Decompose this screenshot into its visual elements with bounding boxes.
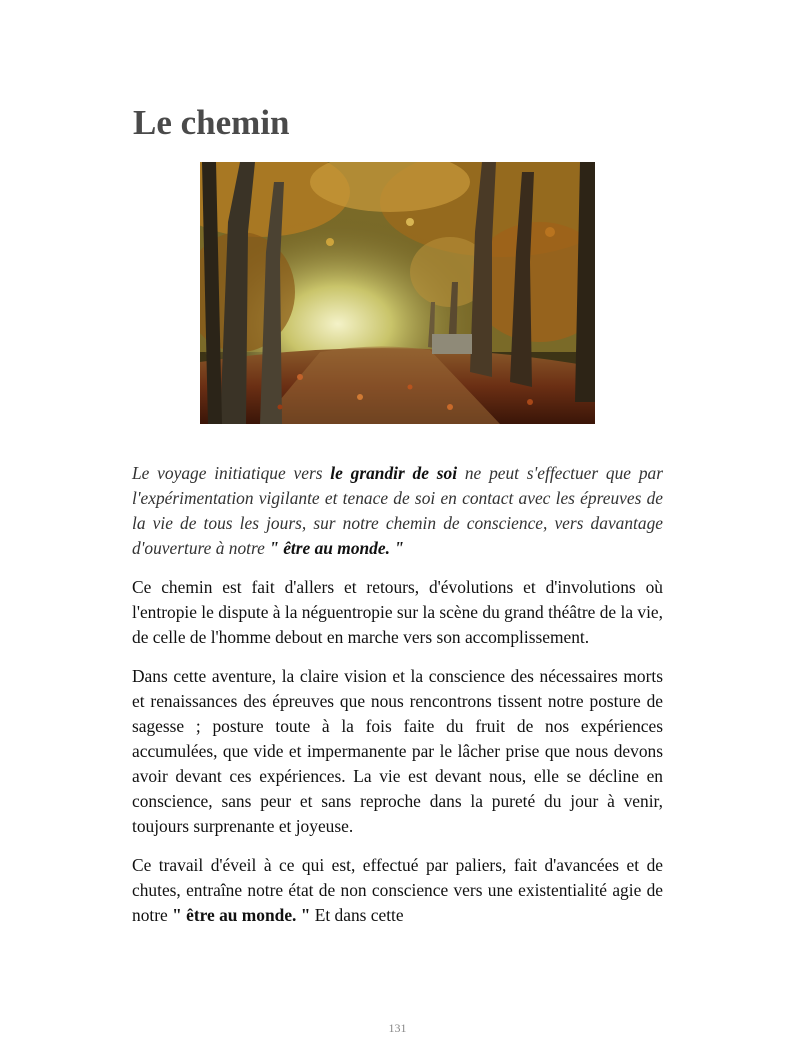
paragraph-travail-emphasis: " être au monde. "	[172, 905, 311, 925]
forest-path-photo	[200, 162, 595, 424]
paragraph-travail-tail: Et dans cette	[310, 905, 404, 925]
paragraph-travail-eveil	[132, 853, 663, 928]
paragraph-chemin: Ce chemin est fait d'allers et retours, d'évolutions et d'involutions où l'entropie le dispute à la néguentropie sur la scène du grand théâtre de la vie, de celle de l'homme debout en marche vers son accomplissement.	[132, 577, 663, 647]
page-number: 131	[388, 1021, 407, 1035]
intro-emphasis-etre-au-monde: " être au monde. "	[269, 538, 404, 558]
intro-emphasis-grandir: le grandir de soi	[330, 463, 458, 483]
intro-text-middle: ne peut s'effectuer que par l'expérimentation vigilante et tenace de soi en contact avec les épreuves de la vie de tous les jours, sur notre chemin de conscience, vers davantage d'ouverture à notre	[132, 463, 663, 558]
paragraph-aventure: Dans cette aventure, la claire vision et la conscience des nécessaires morts et renaissances des épreuves que nous rencontrons tissent notre posture de sagesse ; posture toute à la fois faite du fruit de nos expériences accumulées, que vide et impermanente par le lâcher prise que nous devons avoir devant ces expériences. La vie est devant nous, elle se décline en conscience, sans peur et sans reproche dans la pureté du jour à venir, toujours surprenante et joyeuse.	[132, 666, 663, 836]
intro-paragraph	[132, 461, 663, 561]
paragraph-travail-text: Ce travail d'éveil à ce qui est, effectué par paliers, fait d'avancées et de chutes, entraîne notre état de non conscience vers une existentialité agie de notre	[132, 855, 663, 925]
text-content	[132, 461, 663, 942]
intro-text-start: Le voyage initiatique vers	[132, 463, 331, 483]
page-title: Le chemin	[133, 103, 290, 142]
